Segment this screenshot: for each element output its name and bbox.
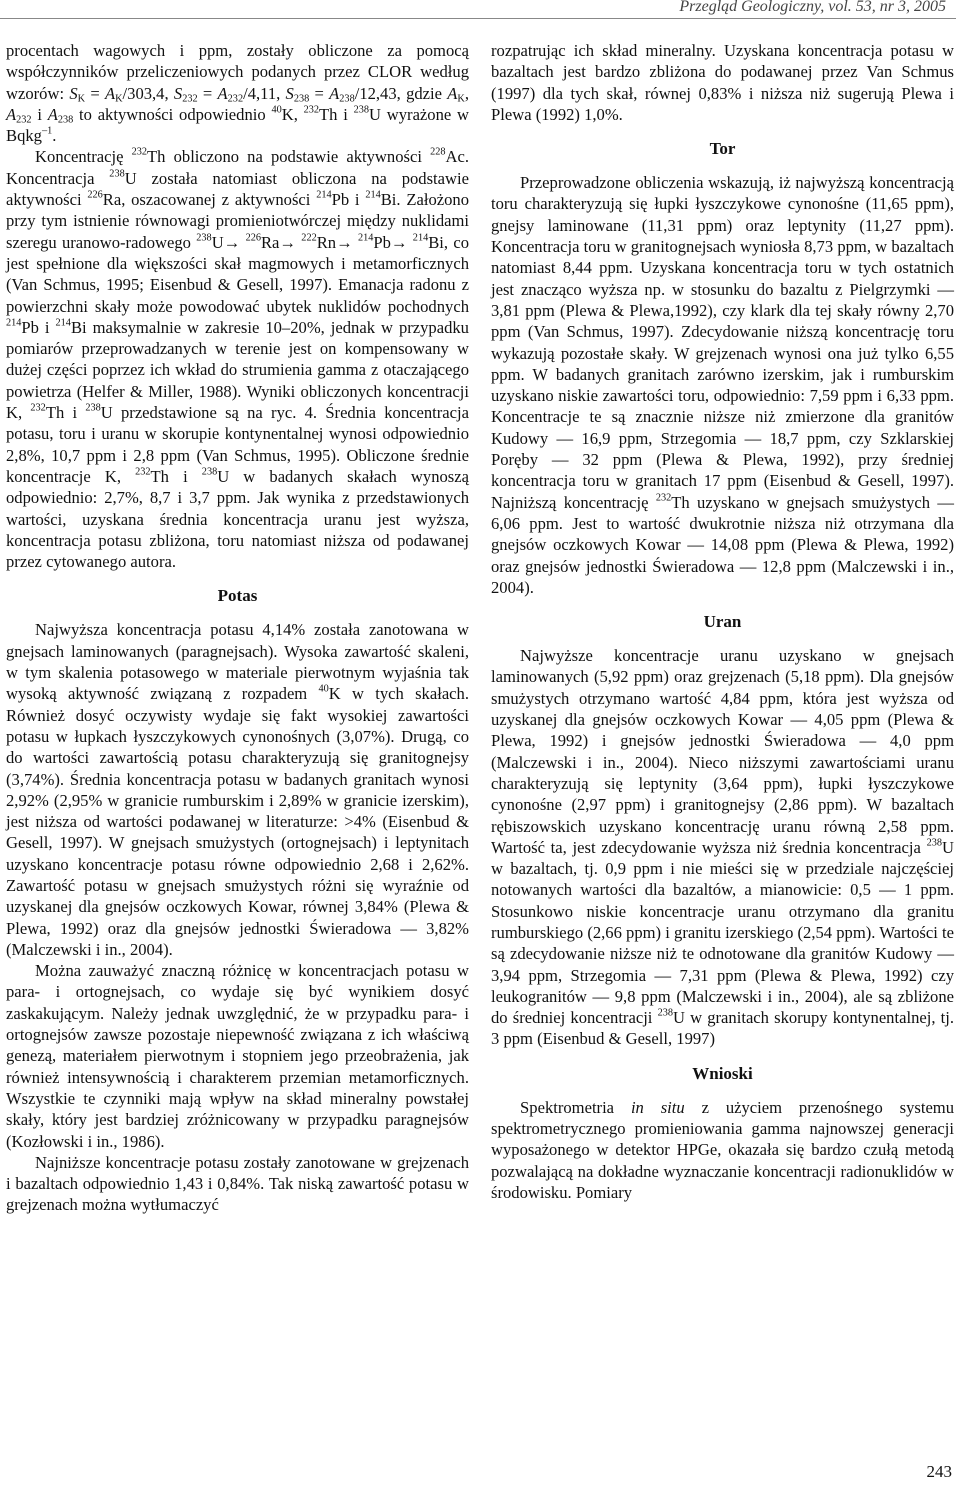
paragraph-conversion-formulas: procentach wagowych i ppm, zostały obliczone za pomocą współczynników przeliczeniowych podanych przez CLOR według wzorów: $S_K = A_K/303,4$, $S_{232} = A_{232}/4,11$, $S_{238} = A_{238}/12,43$, gdzie $A_K$, $A_{232}$ i $A_{238}$ to aktywności odpowiednio $^{40}$K, $^{232}$Th i $^{238}$U wyrażone w Bqkg$^{-1}$.	[6, 41, 469, 146]
paragraph-thorium-results: Przeprowadzone obliczenia wskazują, iż najwyższą koncentracją toru charakteryzują się łupki łyszczykowe cynonośne (11,65 ppm), gnejsy laminowane (11,31 ppm) oraz leptynity (11,27 ppm). Koncentracja toru w granitognejsach wyniosła 8,73 ppm, w bazaltach natomiast 8,44 ppm. Uzyskana koncentracja toru w tych ostatnich jest znacząco wyższa np. w stosunku do bazaltu z Pielgrzymki — 3,81 ppm (Plewa & Plewa,1992), czy klark dla tej skały równy 2,70 ppm (Van Schmus, 1997). Zdecydowanie niższą koncentrację toru wykazują pozostałe skały. W grejzenach wynosi ona już tylko 6,55 ppm. W badanych granitach zarówno izerskim, jak i rumburskim uzyskano niskie zawartości toru, odpowiednio: 7,59 ppm i 6,33 ppm. Koncentracje te są znacznie niższe niż zmierzone dla granitów Kudowy — 16,9 ppm, Strzegomia — 18,7 ppm, czy Szklarskiej Poręby — 32 ppm (Plewa & Plewa, 1992), przy średniej koncentracja toru w granitach 17 ppm (Eisenbud & Gesell, 1997). Najniższą koncentrację $^{232}$Th uzyskano w gnejsach smużystych — 6,06 ppm. Jest to wartość dwukrotnie niższa niż otrzymana dla gnejsów oczkowych Kowar — 14,08 ppm (Plewa & Plewa, 1992) oraz gnejsów jednostki Świeradowa — 12,8 ppm (Malczewski i in., 2004).	[491, 173, 954, 597]
page-number: 243	[926, 1462, 952, 1481]
section-heading-uran: Uran	[703, 612, 742, 632]
page-header	[0, 0, 956, 19]
paragraph-concentration-method: Koncentrację $^{232}$Th obliczono na podstawie aktywności $^{228}$Ac. Koncentracja $^{238}$U została natomiast obliczona na podstawie aktywności $^{226}$Ra, oszacowanej z aktywności $^{214}$Pb i $^{214}$Bi. Założono przy tym istnienie równowagi promieniotwórczej między nuklidami szeregu uranowo-radowego $^{238}$U→ $^{226}$Ra→ $^{222}$Rn→ $^{214}$Pb→ $^{214}$Bi, co jest spełnione dla większości skał magmowych i metamorficznych (Van Schmus, 1995; Eisenbud & Gesell, 1997). Emanacja radonu z powierzchni skały może powodować ubytek nuklidów pochodnych $^{214}$Pb i $^{214}$Bi maksymalnie w zakresie 10–20%, jednak w przypadku pomiarów przeprowadzanych w terenie jest on kompensowany w dużej części poprzez ich wkład do strumienia gamma z otaczającego powietrza (Helfer & Miller, 1988). Wyniki obliczonych koncentracji K, $^{232}$Th i $^{238}$U przedstawione są na ryc. 4. Średnia koncentracja potasu, toru i uranu w skorupie kontynentalnej wynosi odpowiednio 2,8%, 10,7 ppm i 2,8 ppm (Van Schmus, 1995). Obliczone średnie koncentracje K, $^{232}$Th i $^{238}$U w badanych skałach wynoszą odpowiednio: 2,7%, 8,7 i 3,7 ppm. Jak wynika z przedstawionych wartości, uzyskana średnia koncentracja uranu jest wyższa, koncentracja potasu zbliżona, toru natomiast niższa od podawanej przez cytowanego autora.	[6, 146, 470, 572]
paragraph-potassium-discussion: Można zauważyć znaczną różnicę w koncentracjach potasu w para- i ortognejsach, co wydaje się być wynikiem dosyć zaskakującym. Należy jednak uwzględnić, że w przypadku para- i ortognejsów zawsze pozostaje niepewność związana z ich właściwą genezą, materiałem pierwotnym i stopniem jego przeobrażenia, jak również intensywnością i charakterem przemian metamorficznych. Wszystkie te czynniki mają wpływ na skład mineralny powstałej skały, który jest bardziej zróżnicowany w przypadku paragnejsów (Kozłowski i in., 1986).	[6, 961, 469, 1151]
paragraph-potassium-results: Najwyższa koncentracja potasu 4,14% została zanotowana w gnejsach laminowanych (paragnejsach). Wysoka zawartość skaleni, w tym skalenia potasowego w materiale pierwotnym wyjaśnia tak wysoką aktywność związaną z rozpadem $^{40}$K w tych skałach. Również dosyć oczywisty wydaje się fakt wysokiej zawartości potasu w łupkach łyszczykowych cynonośnych (3,07%). Drugą, co do wartości zawartością potasu charakteryzują się granitognejsy (3,74%). Średnia koncentracja potasu w badanych granitach wynosi 2,92% (2,95% w granicie rumburskim i 2,89% w granicie izerskim), jest niższa od wartości podawanej w literaturze: >4% (Eisenbud & Gesell, 1997). W gnejsach smużystych (ortognejsach) i leptynitach uzyskano koncentracje potasu równe odpowiednio 2,68 i 2,62%. Zawartość potasu w gnejsach smużystych różni się wyraźnie od uzyskanej dla gnejsów oczkowych Kowar, równej 3,84% (Plewa & Plewa, 1992) oraz dla gnejsów jednostki Świeradowa — 3,82% (Malczewski i in., 2004).	[6, 620, 469, 959]
section-heading-potas: Potas	[217, 586, 258, 606]
paragraph-conclusions: Spektrometria in situ z użyciem przenośnego systemu spektrometrycznego promieniowania gamma najnowszej generacji wyposażonego w detektor HPGe, okazała się bardzo czułą metodą pozwalającą na dokładne wyznaczanie koncentracji radionuklidów w środowisku. Pomiary	[491, 1097, 955, 1202]
paragraph-potassium-basalts: rozpatrując ich skład mineralny. Uzyskana koncentracja potasu w bazaltach jest bardzo zbliżona do podawanej przez Van Schmus (1997) dla tych skał, równej 0,83% i niższa niż sugerują Plewa i Plewa (1992) 1,0%.	[491, 41, 954, 124]
left-column	[6, 40, 469, 1216]
journal-title: Przegląd Geologiczny, vol. 53, nr 3, 2005	[679, 0, 946, 15]
section-heading-wnioski: Wnioski	[692, 1063, 753, 1083]
paragraph-uranium-results: Najwyższe koncentracje uranu uzyskano w gnejsach laminowanych (5,92 ppm) oraz grejzenach (5,18 ppm). Dla gnejsów smużystych otrzymano wartość 4,84 ppm, która jest wyższa od uzyskanej dla gnejsów oczkowych Kowar — 4,05 ppm (Plewa & Plewa, 1992) i gnejsów jednostki Świeradowa — 4,0 ppm (Malczewski i in., 2004). Nieco niższymi zawartościami uranu charakteryzują się leptynity (3,64 ppm), łupki łyszczykowe cynonośne (2,97 ppm) i granitognejsy (2,86 ppm). W bazaltach rębiszowskich uzyskano koncentrację uranu równą 2,58 ppm. Wartość ta, jest zdecydowanie wyższa niż średnia koncentracja $^{238}$U w bazaltach, tj. 0,9 ppm i nie mieści się w przedziale najczęściej notowanych wartości dla bazaltów, a mianowicie: 0,5 — 1 ppm. Stosunkowo niskie koncentracje uranu otrzymano dla granitu rumburskiego (2,66 ppm) i granitu izerskiego (2,54 ppm). Wartości te są zdecydowanie niższe niż te odnotowane dla granitów Kudowy — 3,94 ppm, Strzegomia — 7,31 ppm (Plewa & Plewa, 1992) czy leukogranitów — 9,8 ppm (Malczewski i in., 2004), ale są zbliżone do średniej koncentracji $^{238}$U w granitach skorupy kontynentalnej, tj. 3 ppm (Eisenbud & Gesell, 1997)	[491, 646, 954, 1049]
section-heading-tor: Tor	[709, 139, 736, 159]
paragraph-potassium-lowest: Najniższe koncentracje potasu zostały zanotowane w grejzenach i bazaltach odpowiednio 1,43 i 0,84%. Tak niską zawartość potasu w grejzenach można wytłumaczyć	[6, 1152, 469, 1215]
right-column	[491, 40, 954, 1203]
